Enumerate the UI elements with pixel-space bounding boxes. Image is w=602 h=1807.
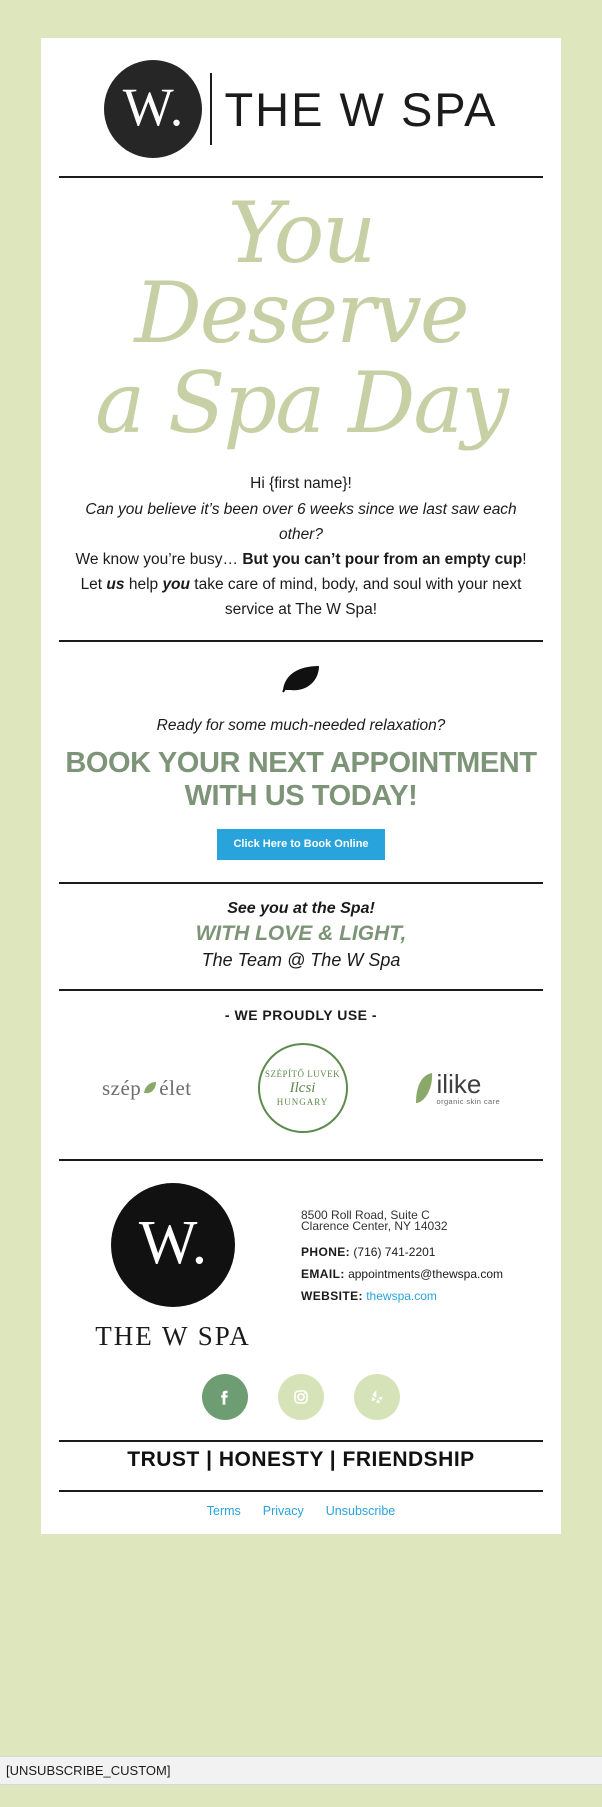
partners-logos xyxy=(59,1037,543,1159)
facebook-glyph-icon xyxy=(212,1384,238,1410)
footer-website-row xyxy=(301,1281,543,1303)
footer-email-row xyxy=(301,1259,543,1281)
terms-link[interactable]: Terms xyxy=(206,1504,241,1519)
address-line-2: Clarence Center, NY 14032 xyxy=(301,1218,448,1233)
instagram-glyph-icon xyxy=(288,1384,314,1410)
footer-block xyxy=(59,1161,543,1356)
email-value: appointments@thewspa.com xyxy=(348,1266,504,1281)
yelp-icon[interactable] xyxy=(354,1374,400,1420)
footer-address xyxy=(301,1209,543,1237)
partner-szep-label2: élet xyxy=(159,1075,192,1100)
intro-line-4e: take care of mind, body, and soul with your next xyxy=(190,575,522,593)
intro-line-4a: Let xyxy=(80,575,107,593)
yelp-glyph-icon xyxy=(364,1384,390,1410)
signoff-block xyxy=(59,884,543,989)
signoff-line-1: See you at the Spa! xyxy=(227,900,375,918)
signoff-line-3: The Team @ The W Spa xyxy=(201,950,401,971)
cta-button-row xyxy=(59,829,543,882)
privacy-link[interactable]: Privacy xyxy=(262,1504,304,1519)
signoff-line-2: WITH LOVE & LIGHT, xyxy=(195,922,407,946)
partner-ilike-sub: organic skin care xyxy=(436,1096,501,1106)
cta-question: Ready for some much-needed relaxation? xyxy=(156,717,446,735)
unsubscribe-link[interactable]: Unsubscribe xyxy=(325,1504,396,1519)
partner-logo-ilike xyxy=(414,1068,501,1106)
email-body xyxy=(41,38,561,1534)
website-label: WEBSITE: xyxy=(301,1288,363,1303)
address-line-1: 8500 Roll Road, Suite C xyxy=(301,1208,430,1223)
intro-line-4c: help xyxy=(124,575,163,593)
partner-hu-bottom: HUNGARY xyxy=(276,1096,329,1107)
intro-line-2: Can you believe it’s been over 6 weeks since we last saw each other? xyxy=(85,500,517,543)
hero-script-art xyxy=(59,178,543,457)
intro-greeting: Hi {first name}! xyxy=(250,475,352,493)
footer-logo-circle xyxy=(111,1183,235,1307)
cta-headline-line-1: BOOK YOUR NEXT APPOINTMENT xyxy=(65,747,537,780)
logo-mark-circle xyxy=(104,60,202,158)
partner-hu-mid: Ilcsi xyxy=(289,1079,316,1096)
hero-line-1: You Deserve xyxy=(134,184,468,362)
intro-line-3c: ! xyxy=(522,550,527,568)
unsubscribe-placeholder-bar: [UNSUBSCRIBE_CUSTOM] xyxy=(0,1756,602,1785)
brand-header xyxy=(59,38,543,176)
website-link[interactable]: thewspa.com xyxy=(366,1288,437,1303)
logo-divider xyxy=(210,73,212,145)
partner-ilike-text xyxy=(436,1068,501,1106)
phone-value: (716) 741-2201 xyxy=(353,1244,436,1259)
hero-line-2: a Spa Day xyxy=(95,353,507,452)
small-leaf-icon xyxy=(143,1081,157,1095)
legal-links xyxy=(59,1492,543,1534)
ilike-leaf-icon xyxy=(414,1071,434,1105)
intro-line-3a: We know you’re busy… xyxy=(75,550,243,568)
footer-phone-row xyxy=(301,1237,543,1259)
logo-mark-letter: W. xyxy=(122,77,185,137)
partner-szep-label: szép xyxy=(101,1075,142,1100)
partner-ilike-name: ilike xyxy=(436,1068,482,1099)
social-links xyxy=(59,1356,543,1440)
phone-label: PHONE: xyxy=(301,1244,351,1259)
logo-wordmark: THE W SPA xyxy=(224,82,498,136)
hero-script-text xyxy=(59,184,543,452)
intro-line-3-emphasis: But you can’t pour from an empty cup xyxy=(242,550,523,568)
brand-tagline: TRUST | HONESTY | FRIENDSHIP xyxy=(127,1448,475,1472)
book-online-button[interactable]: Click Here to Book Online xyxy=(217,829,384,860)
footer-contact xyxy=(301,1183,543,1352)
leaf-icon xyxy=(279,664,323,694)
partner-hu-top: SZÉPÍTŐ LUVEK xyxy=(264,1069,341,1080)
email-label: EMAIL: xyxy=(301,1266,345,1281)
leaf-ornament-row xyxy=(59,642,543,717)
cta-headline xyxy=(59,747,543,829)
instagram-icon[interactable] xyxy=(278,1374,324,1420)
intro-line-4-us: us xyxy=(106,575,125,593)
facebook-icon[interactable] xyxy=(202,1374,248,1420)
partner-logo-szep-elet xyxy=(102,1076,192,1101)
intro-line-5: service at The W Spa! xyxy=(224,600,378,618)
intro-line-3 xyxy=(65,547,537,572)
footer-brand xyxy=(59,1183,287,1352)
cta-headline-line-2: WITH US TODAY! xyxy=(184,780,418,813)
intro-line-4 xyxy=(65,572,537,597)
footer-logo-letter: W. xyxy=(138,1209,208,1278)
intro-copy xyxy=(59,457,543,640)
intro-line-4-you: you xyxy=(162,575,190,593)
partners-title: - WE PROUDLY USE - xyxy=(224,1007,378,1024)
partner-logo-ilcsi-hungary xyxy=(258,1043,348,1133)
footer-brand-name: THE W SPA xyxy=(95,1321,251,1352)
